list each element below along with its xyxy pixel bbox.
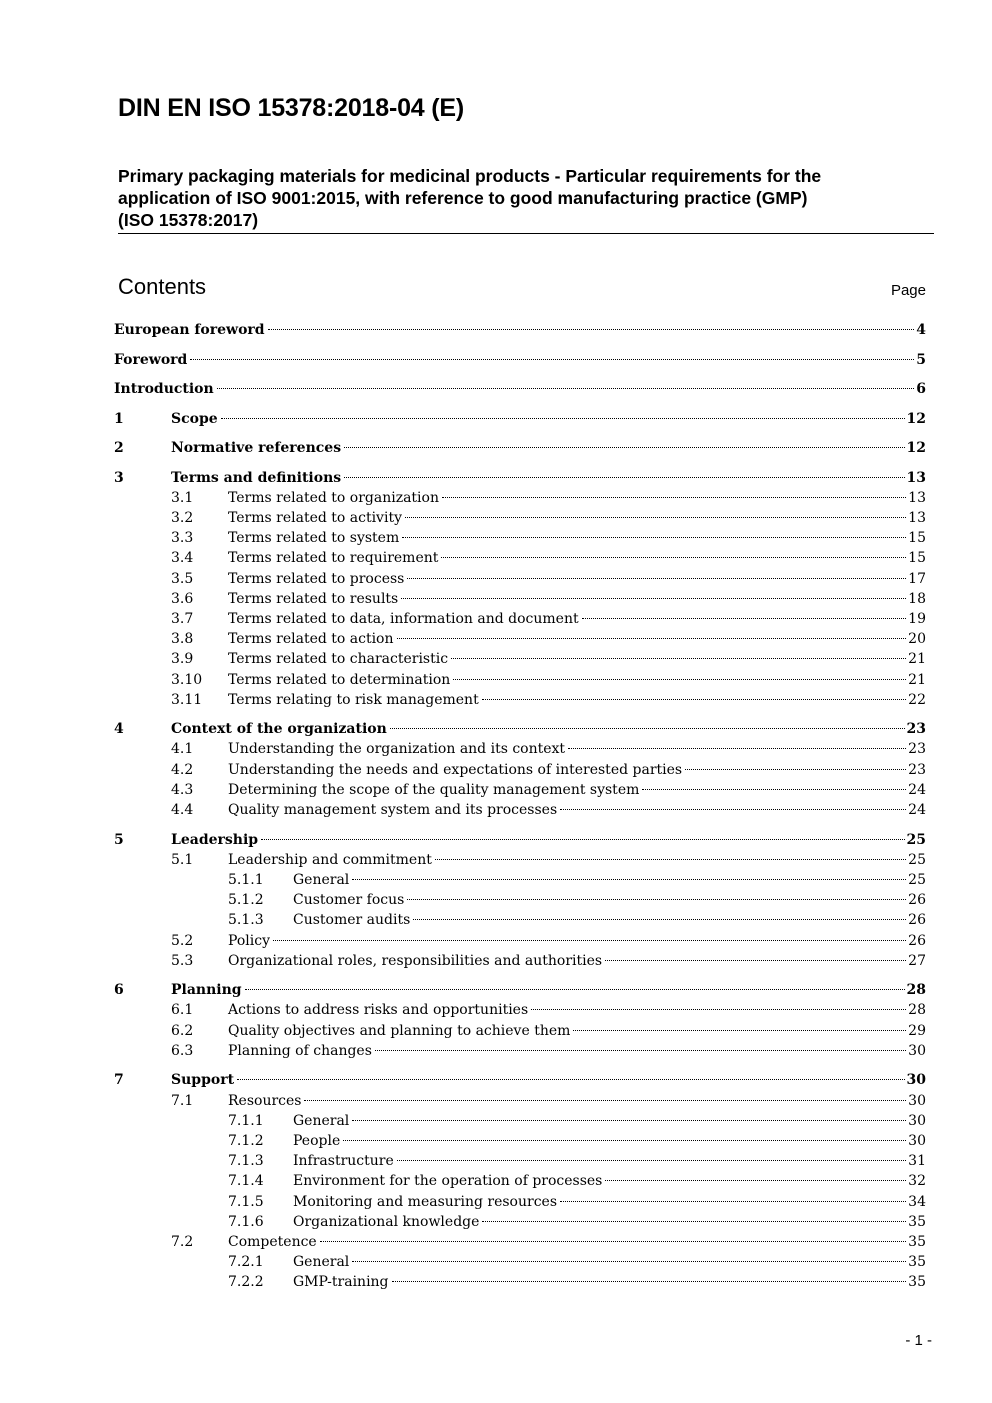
toc-entry-page: 22: [908, 692, 926, 708]
toc-entry[interactable]: [0, 1212, 992, 1232]
dot-leader: [352, 879, 906, 880]
toc-entry-title: Actions to address risks and opportunities: [228, 1002, 529, 1018]
toc-entry-number: 2: [114, 440, 124, 456]
toc-entry-number: 3: [114, 470, 124, 486]
toc-entry[interactable]: [0, 1131, 992, 1151]
toc-entry[interactable]: [0, 629, 992, 649]
toc-entry-title: Normative references: [171, 440, 342, 456]
toc-entry-number: 3.1: [171, 490, 194, 506]
toc-entry-page: 21: [908, 672, 926, 688]
toc-entry[interactable]: [0, 1000, 992, 1020]
toc-entry-page: 12: [906, 440, 926, 456]
toc-entry[interactable]: [0, 1232, 992, 1252]
dot-leader: [642, 789, 906, 790]
toc-entry[interactable]: [0, 609, 992, 629]
toc-entry-page: 29: [908, 1023, 926, 1039]
dot-leader: [560, 1201, 906, 1202]
toc-entry-title: Terms relating to risk management: [228, 692, 479, 708]
toc-entry[interactable]: [0, 780, 992, 800]
toc-entry-page: 20: [908, 631, 926, 647]
toc-entry-page: 17: [908, 571, 926, 587]
toc-entry[interactable]: [0, 760, 992, 780]
toc-entry[interactable]: [0, 1171, 992, 1191]
toc-entry-title: Terms related to determination: [228, 672, 451, 688]
toc-entry-number: 7.1: [171, 1093, 194, 1109]
dot-leader: [435, 859, 906, 860]
dot-leader: [453, 679, 906, 680]
toc-entry-page: 26: [908, 892, 926, 908]
dot-leader: [397, 1160, 906, 1161]
toc-entry-number: 5.3: [171, 953, 194, 969]
dot-leader: [375, 1050, 906, 1051]
document-title-line: application of ISO 9001:2015, with reference to good manufacturing practice (GMP): [118, 188, 808, 208]
toc-entry-page: 30: [908, 1043, 926, 1059]
page-column-label: Page: [890, 282, 926, 299]
toc-entry-number: 1: [114, 411, 124, 427]
toc-entry-title: Leadership and commitment: [228, 852, 432, 868]
toc-entry-page: 35: [908, 1274, 926, 1290]
toc-entry-number: 4.2: [171, 762, 194, 778]
toc-entry[interactable]: [0, 719, 992, 739]
toc-entry-page: 21: [908, 651, 926, 667]
toc-entry-title: Understanding the organization and its context: [228, 741, 566, 757]
dot-leader: [344, 447, 904, 448]
toc-entry-title: Customer focus: [293, 892, 405, 908]
dot-leader: [685, 769, 906, 770]
toc-entry-page: 31: [908, 1153, 926, 1169]
toc-entry-number: 3.2: [171, 510, 194, 526]
toc-entry[interactable]: [0, 910, 992, 930]
toc-entry-page: 25: [906, 832, 926, 848]
toc-entry[interactable]: [0, 528, 992, 548]
toc-entry[interactable]: [0, 320, 992, 340]
toc-entry-number: 3.10: [171, 672, 203, 688]
toc-entry-title: Understanding the needs and expectations of interested parties: [228, 762, 683, 778]
toc-entry-number: 5.2: [171, 933, 194, 949]
toc-entry-number: 4.1: [171, 741, 194, 757]
toc-entry[interactable]: [0, 931, 992, 951]
toc-entry-page: 24: [908, 802, 926, 818]
toc-entry-title: Quality objectives and planning to achieve them: [228, 1023, 571, 1039]
toc-entry-number: 5.1.3: [228, 912, 264, 928]
dot-leader: [560, 809, 906, 810]
toc-entry-number: 3.5: [171, 571, 194, 587]
toc-entry-title: Monitoring and measuring resources: [293, 1194, 558, 1210]
dot-leader: [245, 989, 905, 990]
toc-entry-title: Organizational knowledge: [293, 1214, 480, 1230]
toc-entry-number: 3.7: [171, 611, 194, 627]
dot-leader: [268, 329, 915, 330]
toc-entry-title: Planning: [171, 982, 242, 998]
toc-entry-page: 26: [908, 912, 926, 928]
document-title-line: (ISO 15378:2017): [118, 210, 259, 230]
dot-leader: [451, 658, 906, 659]
dot-leader: [531, 1009, 906, 1010]
toc-entry-title: Terms and definitions: [171, 470, 342, 486]
dot-leader: [407, 578, 906, 579]
toc-entry[interactable]: [0, 739, 992, 759]
dot-leader: [392, 1281, 907, 1282]
toc-entry-title: Terms related to activity: [228, 510, 402, 526]
toc-entry-title: Foreword: [114, 352, 188, 368]
toc-entry-page: 19: [908, 611, 926, 627]
toc-entry-title: Terms related to data, information and document: [228, 611, 579, 627]
toc-entry-title: Environment for the operation of processes: [293, 1173, 603, 1189]
toc-entry-number: 4: [114, 721, 124, 737]
dot-leader: [402, 537, 906, 538]
toc-entry[interactable]: [0, 379, 992, 399]
toc-entry-number: 4.4: [171, 802, 194, 818]
toc-entry[interactable]: [0, 980, 992, 1000]
toc-entry-title: Customer audits: [293, 912, 411, 928]
toc-entry[interactable]: [0, 468, 992, 488]
toc-entry-number: 7: [114, 1072, 124, 1088]
dot-leader: [352, 1120, 906, 1121]
dot-leader: [482, 699, 906, 700]
toc-entry-number: 6.1: [171, 1002, 194, 1018]
dot-leader: [582, 618, 907, 619]
toc-entry-page: 13: [906, 470, 926, 486]
toc-entry-page: 34: [908, 1194, 926, 1210]
toc-entry-number: 5.1.2: [228, 892, 264, 908]
toc-entry-number: 4.3: [171, 782, 194, 798]
dot-leader: [401, 598, 906, 599]
toc-entry-page: 23: [906, 721, 926, 737]
dot-leader: [190, 359, 914, 360]
toc-entry[interactable]: [0, 800, 992, 820]
toc-entry-title: Terms related to system: [228, 530, 400, 546]
toc-entry-number: 7.2: [171, 1234, 194, 1250]
toc-entry-title: Determining the scope of the quality management system: [228, 782, 640, 798]
toc-entry-number: 5: [114, 832, 124, 848]
toc-entry-page: 27: [908, 953, 926, 969]
toc-entry[interactable]: [0, 508, 992, 528]
toc-entry[interactable]: [0, 850, 992, 870]
dot-leader: [273, 940, 906, 941]
toc-entry-number: 7.1.3: [228, 1153, 264, 1169]
toc-entry-page: 32: [908, 1173, 926, 1189]
dot-leader: [320, 1241, 906, 1242]
toc-entry-number: 7.1.4: [228, 1173, 264, 1189]
toc-entry[interactable]: [0, 1252, 992, 1272]
toc-entry[interactable]: [0, 870, 992, 890]
dot-leader: [413, 919, 906, 920]
toc-entry-number: 3.6: [171, 591, 194, 607]
toc-entry-number: 6.2: [171, 1023, 194, 1039]
toc-entry-title: Introduction: [114, 381, 214, 397]
dot-leader: [482, 1221, 906, 1222]
toc-entry[interactable]: [0, 1041, 992, 1061]
document-title-line: Primary packaging materials for medicinal products - Particular requirements for the: [118, 166, 822, 186]
toc-entry[interactable]: [0, 1151, 992, 1171]
toc-entry-page: 12: [906, 411, 926, 427]
dot-leader: [605, 960, 906, 961]
toc-entry-page: 35: [908, 1254, 926, 1270]
toc-entry[interactable]: [0, 1091, 992, 1111]
toc-entry-number: 7.2.1: [228, 1254, 264, 1270]
toc-entry[interactable]: [0, 569, 992, 589]
dot-leader: [343, 1140, 906, 1141]
toc-entry-number: 7.1.6: [228, 1214, 264, 1230]
page-number: - 1 -: [905, 1332, 932, 1349]
toc-entry-page: 25: [908, 872, 926, 888]
dot-leader: [304, 1100, 906, 1101]
dot-leader: [441, 557, 906, 558]
dot-leader: [237, 1079, 904, 1080]
toc-entry-title: GMP-training: [293, 1274, 389, 1290]
toc-entry-title: Terms related to organization: [228, 490, 439, 506]
toc-entry[interactable]: [0, 548, 992, 568]
toc-entry-page: 4: [916, 322, 926, 338]
toc-entry-number: 5.1: [171, 852, 194, 868]
toc-entry[interactable]: [0, 1111, 992, 1131]
toc-entry-title: Infrastructure: [293, 1153, 394, 1169]
dot-leader: [261, 839, 904, 840]
toc-entry[interactable]: [0, 690, 992, 710]
dot-leader: [573, 1030, 906, 1031]
toc-entry-page: 6: [916, 381, 926, 397]
toc-entry-title: Scope: [171, 411, 218, 427]
toc-entry-page: 26: [908, 933, 926, 949]
dot-leader: [568, 748, 906, 749]
toc-entry-number: 3.11: [171, 692, 203, 708]
toc-entry-page: 35: [908, 1214, 926, 1230]
toc-entry-number: 3.9: [171, 651, 194, 667]
toc-entry-page: 30: [908, 1113, 926, 1129]
toc-entry-title: Terms related to requirement: [228, 550, 439, 566]
toc-entry-page: 23: [908, 741, 926, 757]
dot-leader: [407, 899, 906, 900]
dot-leader: [605, 1180, 906, 1181]
toc-entry-title: Organizational roles, responsibilities and authorities: [228, 953, 603, 969]
toc-entry-page: 25: [908, 852, 926, 868]
toc-entry-page: 13: [908, 490, 926, 506]
toc-entry-number: 3.3: [171, 530, 194, 546]
toc-entry-title: Terms related to process: [228, 571, 405, 587]
toc-entry-page: 24: [908, 782, 926, 798]
toc-entry-title: General: [293, 1113, 350, 1129]
toc-entry-title: Terms related to characteristic: [228, 651, 449, 667]
toc-entry-title: Terms related to action: [228, 631, 394, 647]
dot-leader: [390, 728, 905, 729]
toc-entry-title: Resources: [228, 1093, 302, 1109]
toc-entry[interactable]: [0, 670, 992, 690]
toc-entry-page: 18: [908, 591, 926, 607]
toc-entry-number: 7.1.1: [228, 1113, 264, 1129]
toc-entry-title: General: [293, 1254, 350, 1270]
toc-entry-title: European foreword: [114, 322, 265, 338]
toc-entry-number: 3.8: [171, 631, 194, 647]
toc-entry-number: 7.1.5: [228, 1194, 264, 1210]
toc-entry-title: Planning of changes: [228, 1043, 372, 1059]
toc-entry-number: 7.1.2: [228, 1133, 264, 1149]
toc-entry[interactable]: [0, 1272, 992, 1292]
toc-entry-page: 15: [908, 530, 926, 546]
toc-entry-page: 28: [908, 1002, 926, 1018]
dot-leader: [352, 1261, 906, 1262]
toc-entry-title: Context of the organization: [171, 721, 387, 737]
toc-entry-number: 6.3: [171, 1043, 194, 1059]
toc-entry-page: 30: [908, 1133, 926, 1149]
toc-entry-page: 35: [908, 1234, 926, 1250]
toc-entry[interactable]: [0, 488, 992, 508]
toc-entry-page: 23: [908, 762, 926, 778]
dot-leader: [221, 418, 905, 419]
toc-entry[interactable]: [0, 830, 992, 850]
toc-entry[interactable]: [0, 409, 992, 429]
toc-entry-number: 5.1.1: [228, 872, 264, 888]
toc-entry-number: 3.4: [171, 550, 194, 566]
toc-entry-title: People: [293, 1133, 341, 1149]
toc-entry[interactable]: [0, 890, 992, 910]
toc-entry[interactable]: [0, 1192, 992, 1212]
toc-entry-number: 7.2.2: [228, 1274, 264, 1290]
document-identifier: DIN EN ISO 15378:2018-04 (E): [118, 94, 464, 122]
toc-entry[interactable]: [0, 1021, 992, 1041]
dot-leader: [442, 497, 906, 498]
toc-entry[interactable]: [0, 1070, 992, 1090]
toc-entry-title: Terms related to results: [228, 591, 399, 607]
toc-entry-title: Quality management system and its processes: [228, 802, 558, 818]
toc-entry-page: 5: [916, 352, 926, 368]
dot-leader: [217, 388, 915, 389]
dot-leader: [397, 638, 907, 639]
toc-entry-title: Competence: [228, 1234, 317, 1250]
contents-heading: Contents: [118, 274, 207, 299]
dot-leader: [405, 517, 906, 518]
toc-entry-title: Policy: [228, 933, 270, 949]
toc-entry-page: 30: [908, 1093, 926, 1109]
toc-entry[interactable]: [0, 951, 992, 971]
toc-entry-page: 28: [906, 982, 926, 998]
toc-entry-title: General: [293, 872, 350, 888]
dot-leader: [344, 477, 904, 478]
toc-entry[interactable]: [0, 438, 992, 458]
toc-entry[interactable]: [0, 589, 992, 609]
toc-entry-page: 15: [908, 550, 926, 566]
toc-entry-number: 6: [114, 982, 124, 998]
toc-entry[interactable]: [0, 350, 992, 370]
toc-entry-title: Support: [171, 1072, 235, 1088]
toc-entry-title: Leadership: [171, 832, 259, 848]
toc-entry[interactable]: [0, 649, 992, 669]
toc-entry-page: 13: [908, 510, 926, 526]
toc-entry-page: 30: [906, 1072, 926, 1088]
